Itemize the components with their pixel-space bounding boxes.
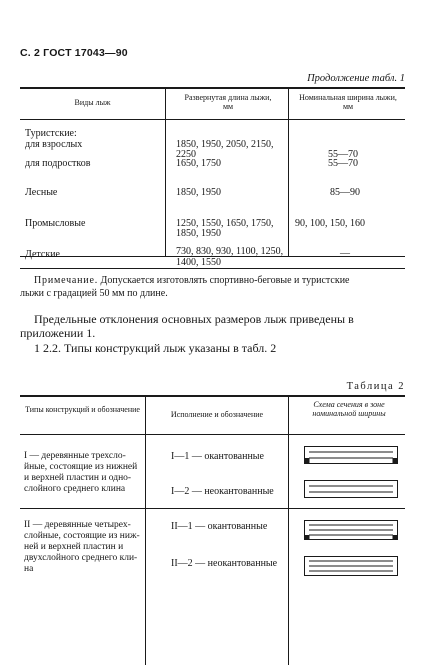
page-header: С. 2 ГОСТ 17043—90 [20, 47, 128, 59]
table-1-width-tourist-adults: 55—70 [328, 149, 358, 160]
table-2-row1-desc: йные, состоящие из нижней [24, 462, 138, 472]
section-scheme-II-2 [304, 556, 398, 576]
table-1-length-forest: 1850, 1950 [176, 187, 221, 198]
paragraph-deviations: Предельные отклонения основных размеров лыж приведены в [34, 312, 354, 326]
table-1-length-children: 1400, 1550 [176, 257, 221, 268]
table-2-row1-desc: и верхней пластин и одно- [24, 473, 132, 483]
table-2-header-type: Типы конструкций и обозначение [25, 405, 140, 414]
table-2-header-rule [20, 434, 405, 435]
table-1-type-forest: Лесные [25, 187, 58, 198]
table-2-row2-variant-2: II—2 — неокантованные [171, 558, 278, 569]
table-1-type-hunting: Промысловые [25, 218, 86, 229]
table-1-length-tourist-teens: 1650, 1750 [176, 158, 221, 169]
table-2-top-rule [20, 395, 405, 397]
table-2-row1-variant-2: I—2 — неокантованные [171, 486, 274, 497]
table-1-type-children: Детские [25, 249, 60, 260]
note-label: Примечание. [34, 275, 99, 286]
table-1-header-width: Номинальная ширина лыжи, мм [299, 93, 397, 111]
table-2-col-divider [145, 395, 146, 665]
table-1-length-children: 730, 830, 930, 1100, 1250, [176, 246, 284, 257]
table-1-length-hunting: 1850, 1950 [176, 228, 221, 239]
table-2-row2-desc: ней и верхней пластин и [24, 542, 124, 552]
table-2-row-rule [20, 508, 405, 509]
table-1-subtype-teens: для подростков [25, 158, 91, 169]
table-1-width-tourist-teens: 55—70 [328, 158, 358, 169]
table-1-length-hunting: 1250, 1550, 1650, 1750, [176, 218, 274, 229]
table-2-row1-desc: I — деревянные трехсло- [24, 451, 126, 461]
table-1-col-divider [288, 87, 289, 257]
note-line-2: лыжи с градацией 50 мм по длине. [20, 288, 168, 299]
table-1-top-rule [20, 87, 405, 89]
table-1-subtype-adults: для взрослых [25, 139, 83, 150]
table-2-col-divider [288, 395, 289, 665]
table-1-width-hunting: 90, 100, 150, 160 [295, 218, 365, 229]
table-1-length-tourist-adults: 2250 [176, 149, 196, 160]
table-1-width-forest: 85—90 [330, 187, 360, 198]
note-line-1 [34, 275, 349, 287]
table-2-row2-variant-1: II—1 — окантованные [171, 521, 268, 532]
paragraph-structure-types: 1 2.2. Типы конструкций лыж указаны в табл. 2 [34, 341, 277, 355]
table-1-col-divider [165, 87, 166, 257]
table-1-header-rule [20, 119, 405, 120]
table-2-header-scheme: Схема сечения в зоне номинальной ширины [312, 400, 386, 418]
table-1-end-rule [20, 268, 405, 269]
table-1-header-type: Виды лыж [74, 98, 111, 107]
table-2-row2-desc: двухслойного среднего кли- [24, 553, 138, 563]
table-2-header-variant: Исполнение и обозначение [170, 410, 264, 419]
table-1-type-tourist: Туристские: [25, 128, 77, 139]
section-scheme-I-2 [304, 480, 398, 498]
table-1-length-tourist-adults: 1850, 1950, 2050, 2150, [176, 139, 274, 150]
table-2-row1-variant-1: I—1 — окантованные [171, 451, 264, 462]
table-1-header-length: Развернутая длина лыжи, мм [184, 93, 272, 111]
paragraph-deviations-cont: приложении 1. [20, 326, 96, 340]
table-2-row1-desc: слойного среднего клина [24, 484, 126, 494]
section-scheme-I-1 [304, 446, 398, 464]
table-1-width-children: — [340, 248, 350, 259]
table-2-row2-desc: II — деревянные четырех- [24, 520, 131, 530]
table-2-row2-desc: слойные, состоящие из ниж- [24, 531, 140, 541]
note-text: Допускается изготовлять спортивно-беговые и туристские [100, 275, 350, 286]
table-2-row2-desc: на [24, 564, 34, 574]
table-2-caption: Таблица 2 [346, 381, 405, 392]
table-continuation-label: Продолжение табл. 1 [307, 73, 405, 84]
section-scheme-II-1 [304, 520, 398, 540]
